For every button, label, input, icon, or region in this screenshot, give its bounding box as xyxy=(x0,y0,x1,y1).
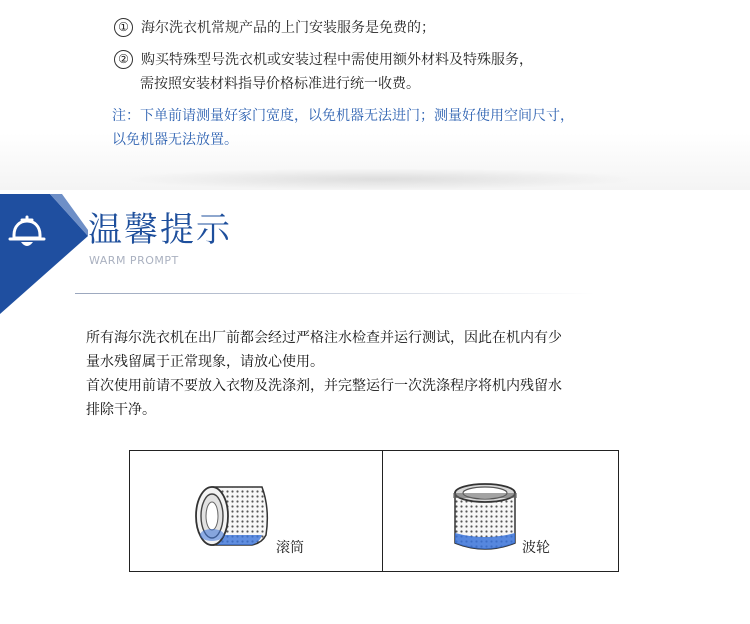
drum-icon xyxy=(190,479,272,557)
paragraph-line: 排除干净。 xyxy=(86,402,156,418)
paragraph-line: 量水残留属于正常现象，请放心使用。 xyxy=(86,354,324,370)
bell-icon xyxy=(0,190,90,315)
paragraph-line: 所有海尔洗衣机在出厂前都会经过严格注水检查并运行测试，因此在机内有少 xyxy=(86,330,562,346)
impeller-icon xyxy=(449,479,521,557)
notice-text-continued: 需按照安装材料指导价格标准进行统一收费。 xyxy=(140,76,420,92)
section-title: 温馨提示 xyxy=(88,210,232,250)
warm-prompt-paragraph xyxy=(86,326,666,422)
part-cell-impeller xyxy=(383,451,619,571)
note-line-1: 注：下单前请测量好家门宽度，以免机器无法进门；测量好使用空间尺寸， xyxy=(112,108,574,124)
parts-table xyxy=(129,450,619,572)
part-label: 滚筒 xyxy=(276,540,304,556)
note-line-2: 以免机器无法放置。 xyxy=(112,132,238,148)
paragraph-line: 首次使用前请不要放入衣物及洗涤剂，并完整运行一次洗涤程序将机内残留水 xyxy=(86,378,562,394)
notice-item-1 xyxy=(114,18,435,38)
notice-item-2 xyxy=(114,50,533,70)
part-label: 波轮 xyxy=(522,540,550,556)
part-cell-drum xyxy=(130,451,382,571)
warm-prompt-header xyxy=(0,190,750,310)
notice-text: 海尔洗衣机常规产品的上门安装服务是免费的； xyxy=(141,20,435,36)
section-divider xyxy=(75,293,595,294)
notice-marker: ① xyxy=(114,18,133,37)
notice-marker: ② xyxy=(114,50,133,69)
notice-text: 购买特殊型号洗衣机或安装过程中需使用额外材料及特殊服务， xyxy=(141,52,533,68)
notice-shadow xyxy=(120,168,640,190)
section-subtitle: WARM PROMPT xyxy=(89,254,179,267)
